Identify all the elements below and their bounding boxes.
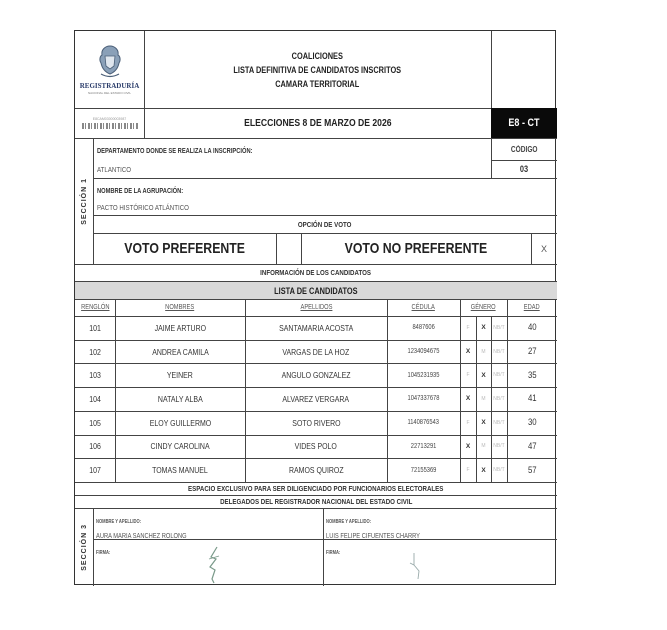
cell-cedula[interactable] xyxy=(387,363,460,387)
apellidos-value: ALVAREZ VERGARA xyxy=(282,393,350,404)
gender-mark: X xyxy=(481,419,486,427)
column-header-apellidos xyxy=(245,299,387,316)
preferente-option: VOTO PREFERENTE xyxy=(124,240,245,257)
cell-renglon xyxy=(75,363,115,387)
gender-mark: NB/T xyxy=(493,324,505,331)
cell-renglon xyxy=(75,458,115,482)
group-value[interactable]: PACTO HISTÓRICO ATLÁNTICO xyxy=(97,203,189,212)
cell-apellidos[interactable] xyxy=(245,340,387,364)
gender-nb-checkbox[interactable] xyxy=(491,387,507,411)
cell-renglon xyxy=(75,340,115,364)
election-date: ELECCIONES 8 DE MARZO DE 2026 xyxy=(243,117,392,129)
cell-nombres[interactable] xyxy=(115,458,245,482)
nombres-value: CINDY CAROLINA xyxy=(150,441,210,452)
column-header-label: GÉNERO xyxy=(471,304,496,311)
cell-nombres[interactable] xyxy=(115,363,245,387)
cedula-value: 8487606 xyxy=(412,324,435,332)
logo-text: REGISTRADURÍA xyxy=(79,82,140,90)
cedula-value: 22713291 xyxy=(410,442,437,450)
cell-nombres[interactable] xyxy=(115,387,245,411)
renglon-value: 104 xyxy=(89,393,101,404)
gender-m-checkbox[interactable] xyxy=(476,363,491,387)
department-label: DEPARTAMENTO DONDE SE REALIZA LA INSCRIPCIÓN: xyxy=(97,148,253,155)
cell-nombres[interactable] xyxy=(115,411,245,435)
coat-of-arms-icon xyxy=(95,44,125,80)
gender-mark: F xyxy=(466,372,470,379)
preferente-checkbox[interactable] xyxy=(276,233,301,264)
delegate-2-name[interactable]: LUIS FELIPE CIFUENTES CHARRY xyxy=(326,533,420,540)
cell-edad[interactable] xyxy=(507,458,557,482)
nombres-value: YEINER xyxy=(167,370,193,381)
column-header-label: EDAD xyxy=(524,304,540,311)
gender-mark: X xyxy=(465,348,471,356)
cell-apellidos[interactable] xyxy=(245,435,387,459)
cell-apellidos[interactable] xyxy=(245,363,387,387)
gender-m-checkbox[interactable] xyxy=(476,411,491,435)
blank-corner-cell xyxy=(491,31,557,108)
delegate-2-signature-label: FIRMA: xyxy=(326,550,341,556)
gender-mark: NB/T xyxy=(493,372,505,379)
gender-nb-checkbox[interactable] xyxy=(491,340,507,364)
gender-mark: NB/T xyxy=(493,467,505,474)
candidate-list-form xyxy=(74,30,556,585)
section-1-label: SECCIÓN 1 xyxy=(80,177,88,225)
barcode-text: E8CAM03000003987 xyxy=(92,117,127,121)
edad-value: 57 xyxy=(527,464,537,476)
no-preferente-checkbox[interactable]: X xyxy=(540,243,547,254)
section-3-label: SECCIÓN 3 xyxy=(80,523,88,571)
cell-edad[interactable] xyxy=(507,387,557,411)
barcode-icon xyxy=(82,123,138,129)
cedula-value: 1047337678 xyxy=(407,395,440,403)
cedula-value: 1234094675 xyxy=(407,348,440,356)
delegates-title: DELEGADOS DEL REGISTRADOR NACIONAL DEL ESTADO CIVIL xyxy=(219,497,413,506)
cell-edad[interactable] xyxy=(507,340,557,364)
nombres-value: NATALY ALBA xyxy=(157,393,203,404)
gender-f-checkbox[interactable] xyxy=(460,458,476,482)
cell-edad[interactable] xyxy=(507,435,557,459)
cell-nombres[interactable] xyxy=(115,316,245,340)
cell-cedula[interactable] xyxy=(387,458,460,482)
nombres-value: ELOY GUILLERMO xyxy=(149,417,211,428)
delegate-1-signature[interactable] xyxy=(203,545,225,585)
title-line-1: COALICIONES xyxy=(291,50,344,61)
renglon-value: 102 xyxy=(89,346,101,357)
cedula-value: 1140876543 xyxy=(407,419,440,427)
apellidos-value: RAMOS QUIROZ xyxy=(288,465,344,476)
gender-mark: M xyxy=(481,443,486,450)
gender-mark: X xyxy=(481,466,486,474)
column-header-label: NOMBRES xyxy=(165,304,195,311)
cell-nombres[interactable] xyxy=(115,435,245,459)
gender-nb-checkbox[interactable] xyxy=(491,458,507,482)
gender-f-checkbox[interactable] xyxy=(460,316,476,340)
delegate-1-name[interactable]: AURA MARIA SANCHEZ ROLONG xyxy=(96,533,187,540)
cell-nombres[interactable] xyxy=(115,340,245,364)
renglon-value: 101 xyxy=(89,322,101,333)
delegate-1-name-label: NOMBRE Y APELLIDO: xyxy=(96,519,142,525)
cedula-value: 1045231935 xyxy=(407,371,440,379)
cell-cedula[interactable] xyxy=(387,435,460,459)
group-label: NOMBRE DE LA AGRUPACIÓN: xyxy=(97,188,184,195)
gender-m-checkbox[interactable] xyxy=(476,387,491,411)
gender-nb-checkbox[interactable] xyxy=(491,363,507,387)
column-header-genero xyxy=(460,299,507,316)
gender-f-checkbox[interactable] xyxy=(460,387,476,411)
gender-m-checkbox[interactable] xyxy=(476,316,491,340)
gender-mark: NB/T xyxy=(493,419,505,426)
gender-mark: M xyxy=(481,395,486,402)
renglon-value: 105 xyxy=(89,417,101,428)
delegate-1-signature-label: FIRMA: xyxy=(96,550,111,556)
gender-mark: F xyxy=(466,419,470,426)
form-code-badge: E8 - CT xyxy=(491,108,557,138)
document-title xyxy=(144,31,491,108)
edad-value: 40 xyxy=(527,322,537,334)
gender-mark: F xyxy=(466,467,470,474)
apellidos-value: VIDES POLO xyxy=(294,441,338,452)
nombres-value: ANDREA CAMILA xyxy=(151,346,209,357)
edad-value: 47 xyxy=(527,440,537,452)
cell-edad[interactable] xyxy=(507,316,557,340)
gender-nb-checkbox[interactable] xyxy=(491,411,507,435)
nombres-value: JAIME ARTURO xyxy=(154,322,206,333)
gender-mark: X xyxy=(465,395,471,403)
column-header-renglon xyxy=(75,299,115,316)
column-header-cedula xyxy=(387,299,460,316)
renglon-value: 107 xyxy=(89,465,101,476)
apellidos-value: ANGULO GONZALEZ xyxy=(281,370,351,381)
code-value[interactable]: 03 xyxy=(519,164,529,174)
code-label: CÓDIGO xyxy=(510,144,538,154)
gender-f-checkbox[interactable] xyxy=(460,435,476,459)
column-header-nombres xyxy=(115,299,245,316)
cell-renglon xyxy=(75,387,115,411)
delegate-2-signature[interactable] xyxy=(405,551,425,581)
column-header-label: APELLIDOS xyxy=(300,304,332,311)
department-value[interactable]: ATLANTICO xyxy=(97,165,132,174)
nombres-value: TOMAS MANUEL xyxy=(152,465,208,476)
renglon-value: 106 xyxy=(89,441,101,452)
cell-cedula[interactable] xyxy=(387,387,460,411)
gender-mark: M xyxy=(481,348,486,355)
delegate-2-name-label: NOMBRE Y APELLIDO: xyxy=(326,519,372,525)
gender-mark: X xyxy=(481,324,486,332)
gender-mark: NB/T xyxy=(493,443,505,450)
gender-mark: F xyxy=(466,324,470,331)
cell-apellidos[interactable] xyxy=(245,387,387,411)
gender-nb-checkbox[interactable] xyxy=(491,435,507,459)
candidates-list-title: LISTA DE CANDIDATOS xyxy=(75,282,557,299)
gender-f-checkbox[interactable] xyxy=(460,363,476,387)
column-header-edad xyxy=(507,299,557,316)
cell-cedula[interactable] xyxy=(387,340,460,364)
renglon-value: 103 xyxy=(89,370,101,381)
cell-cedula[interactable] xyxy=(387,411,460,435)
gender-f-checkbox[interactable] xyxy=(460,340,476,364)
cedula-value: 72155369 xyxy=(410,466,437,474)
exclusive-space-title: ESPACIO EXCLUSIVO PARA SER DILIGENCIADO POR FUNCIONARIOS ELECTORALES xyxy=(188,484,444,493)
cell-apellidos[interactable] xyxy=(245,316,387,340)
column-header-label: CÉDULA xyxy=(411,304,436,311)
gender-mark: NB/T xyxy=(493,348,505,355)
cell-apellidos[interactable] xyxy=(245,411,387,435)
column-header-label: RENGLÓN xyxy=(80,304,110,311)
apellidos-value: SOTO RIVERO xyxy=(291,417,341,428)
cell-edad[interactable] xyxy=(507,363,557,387)
cell-edad[interactable] xyxy=(507,411,557,435)
cell-renglon xyxy=(75,411,115,435)
candidates-info-title: INFORMACIÓN DE LOS CANDIDATOS xyxy=(260,268,372,277)
apellidos-value: VARGAS DE LA HOZ xyxy=(282,346,350,357)
edad-value: 30 xyxy=(527,417,537,429)
vote-option-label: OPCIÓN DE VOTO xyxy=(298,219,352,229)
gender-nb-checkbox[interactable] xyxy=(491,316,507,340)
cell-apellidos[interactable] xyxy=(245,458,387,482)
edad-value: 35 xyxy=(527,369,537,381)
cell-renglon xyxy=(75,316,115,340)
cell-renglon xyxy=(75,435,115,459)
gender-m-checkbox[interactable] xyxy=(476,435,491,459)
gender-mark: X xyxy=(465,442,471,450)
logo-subtext: NACIONAL DEL ESTADO CIVIL xyxy=(87,91,132,95)
cell-cedula[interactable] xyxy=(387,316,460,340)
logo-cell xyxy=(75,31,144,108)
title-line-2: LISTA DEFINITIVA DE CANDIDATOS INSCRITOS xyxy=(233,64,402,75)
gender-mark: X xyxy=(481,371,486,379)
apellidos-value: SANTAMARIA ACOSTA xyxy=(278,322,354,333)
barcode-cell xyxy=(75,108,144,138)
title-line-3: CAMARA TERRITORIAL xyxy=(275,78,360,89)
no-preferente-option: VOTO NO PREFERENTE xyxy=(344,240,488,257)
edad-value: 27 xyxy=(527,346,537,358)
gender-mark: NB/T xyxy=(493,395,505,402)
edad-value: 41 xyxy=(527,393,537,405)
gender-m-checkbox[interactable] xyxy=(476,340,491,364)
gender-m-checkbox[interactable] xyxy=(476,458,491,482)
gender-f-checkbox[interactable] xyxy=(460,411,476,435)
